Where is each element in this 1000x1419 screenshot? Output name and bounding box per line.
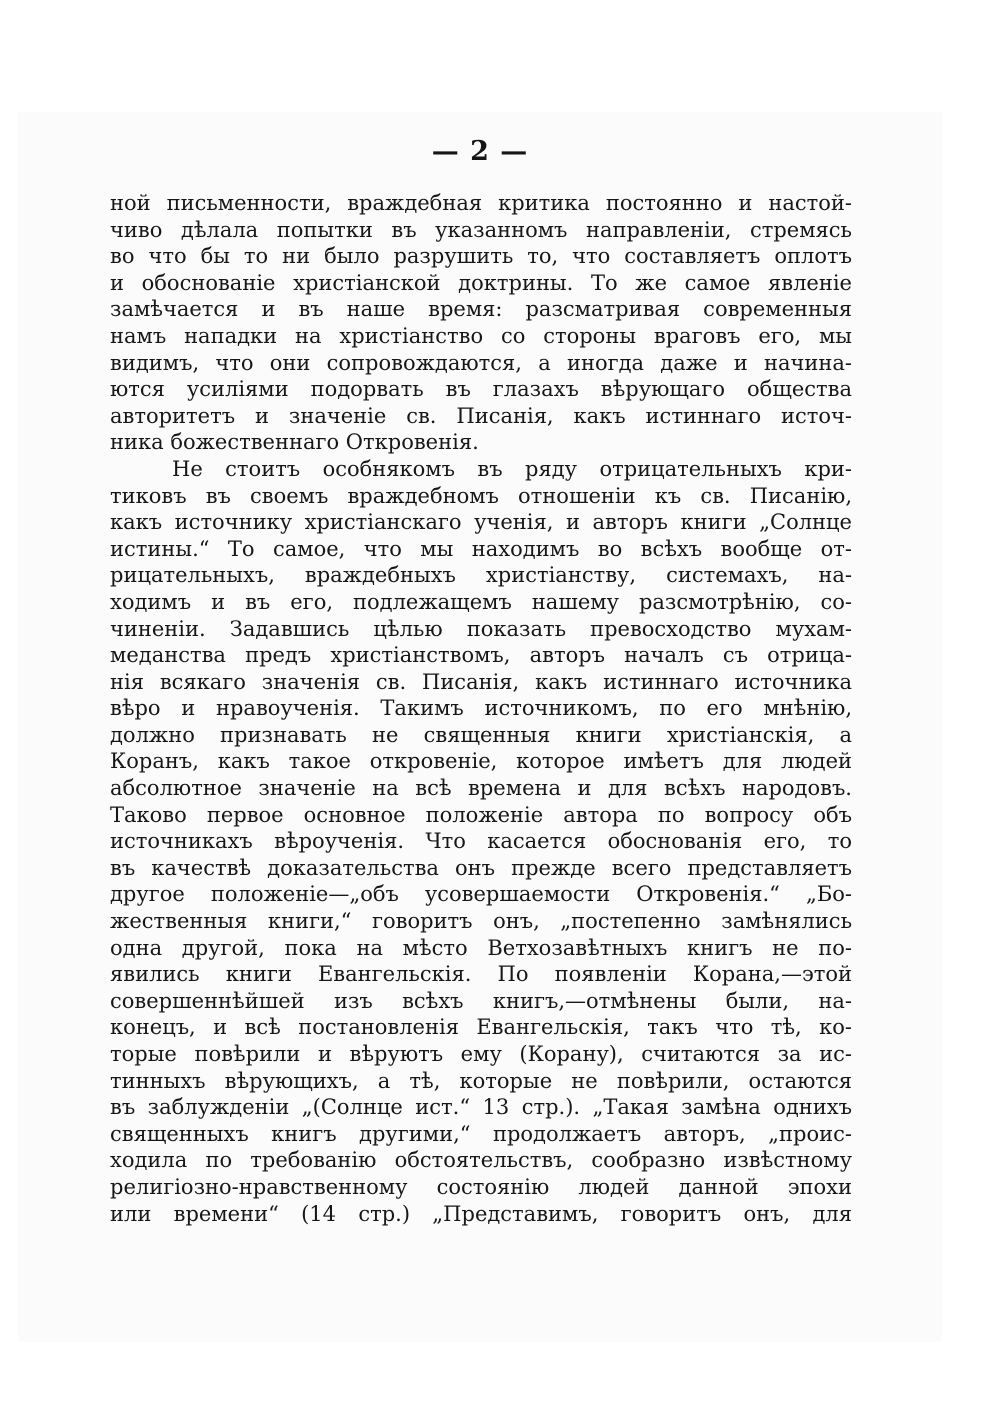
text-line: ются усиліями подорвать въ глазахъ вѣрующаго общества	[110, 377, 852, 402]
text-line: или времени“ (14 стр.) „Представимъ, говоритъ онъ, для	[110, 1201, 852, 1226]
page-number: — 2 —	[431, 136, 529, 167]
text-line: абсолютное значеніе на всѣ времена и для всѣхъ народовъ.	[110, 776, 852, 801]
text-line: замѣчается и въ наше время: разсматривая современныя	[110, 297, 852, 322]
text-line: чиненіи. Задавшись цѣлью показать превосходство мухам-	[110, 616, 852, 641]
text-line: торые повѣрили и вѣруютъ ему (Корану), считаются за ис-	[110, 1042, 852, 1066]
text-line: совершеннѣйшей изъ всѣхъ книгъ,—отмѣнены были, на-	[110, 988, 852, 1013]
text-line: источникахъ вѣроученія. Что касается обоснованія его, то	[110, 829, 852, 854]
text-line: ника божественнаго Откровенія.	[110, 430, 479, 455]
text-line: другое положеніе—„объ усовершаемости Откровенія.“ „Бо-	[110, 882, 852, 907]
text-line: въ качествѣ доказательства онъ прежде всего представляетъ	[110, 855, 852, 880]
text-line: должно признавать не священныя книги христіанскія, а	[110, 722, 852, 747]
text-line: ходила по требованію обстоятельствъ, сообразно извѣстному	[110, 1148, 852, 1173]
text-line: Не стоитъ особнякомъ въ ряду отрицательныхъ кри-	[172, 456, 852, 481]
text-line: нія всякаго значенія св. Писанія, какъ истиннаго источника	[110, 669, 852, 694]
text-line: Таково первое основное положеніе автора по вопросу объ	[110, 802, 852, 827]
text-line: авторитетъ и значеніе св. Писанія, какъ истиннаго источ-	[110, 403, 852, 428]
text-line: Коранъ, какъ такое откровеніе, которое имѣетъ для людей	[110, 749, 852, 774]
text-line: меданства предъ христіанствомъ, авторъ началъ съ отрица-	[110, 643, 852, 668]
text-line: религіозно-нравственному состоянію людей данной эпохи	[110, 1174, 852, 1199]
text-line: какъ источнику христіанскаго ученія, и авторъ книги „Солнце	[110, 510, 852, 535]
text-line: чиво дѣлала попытки въ указанномъ направленіи, стремясь	[110, 217, 852, 242]
text-line: тиковъ въ своемъ враждебномъ отношеніи къ св. Писанію,	[110, 483, 852, 508]
text-line: священныхъ книгъ другими,“ продолжаетъ авторъ, „проис-	[110, 1121, 852, 1146]
text-line: тинныхъ вѣрующихъ, а тѣ, которые не повѣрили, остаются	[110, 1068, 852, 1093]
text-line: ходимъ и въ его, подлежащемъ нашему разсмотрѣнію, со-	[110, 589, 852, 614]
text-line: одна другой, пока на мѣсто Ветхозавѣтныхъ книгъ не по-	[110, 935, 852, 960]
text-line: конецъ, и всѣ постановленія Евангельскія, такъ что тѣ, ко-	[110, 1015, 852, 1040]
text-line: ной письменности, враждебная критика постоянно и настой-	[110, 191, 852, 215]
text-line: вѣро и нравоученія. Такимъ источникомъ, по его мнѣнію,	[110, 696, 852, 721]
text-line: во что бы то ни было разрушить то, что составляетъ оплотъ	[110, 244, 852, 269]
text-line: явились книги Евангельскія. По появленіи Корана,—этой	[110, 962, 852, 987]
text-line: и обоснованіе христіанской доктрины. То же самое явленіе	[110, 270, 852, 295]
text-line: намъ нападки на христіанство со стороны враговъ его, мы	[110, 323, 852, 348]
text-line: жественныя книги,“ говоритъ онъ, „постепенно замѣнялись	[110, 909, 852, 934]
text-line: видимъ, что они сопровождаются, а иногда даже и начина-	[110, 350, 852, 375]
text-line: истины.“ То самое, что мы находимъ во всѣхъ вообще от-	[110, 536, 852, 561]
text-line: въ заблужденіи „(Солнце ист.“ 13 стр.). „Такая замѣна однихъ	[110, 1095, 852, 1120]
text-line: рицательныхъ, враждебныхъ христіанству, системахъ, на-	[110, 563, 852, 588]
body-text	[110, 190, 852, 1227]
